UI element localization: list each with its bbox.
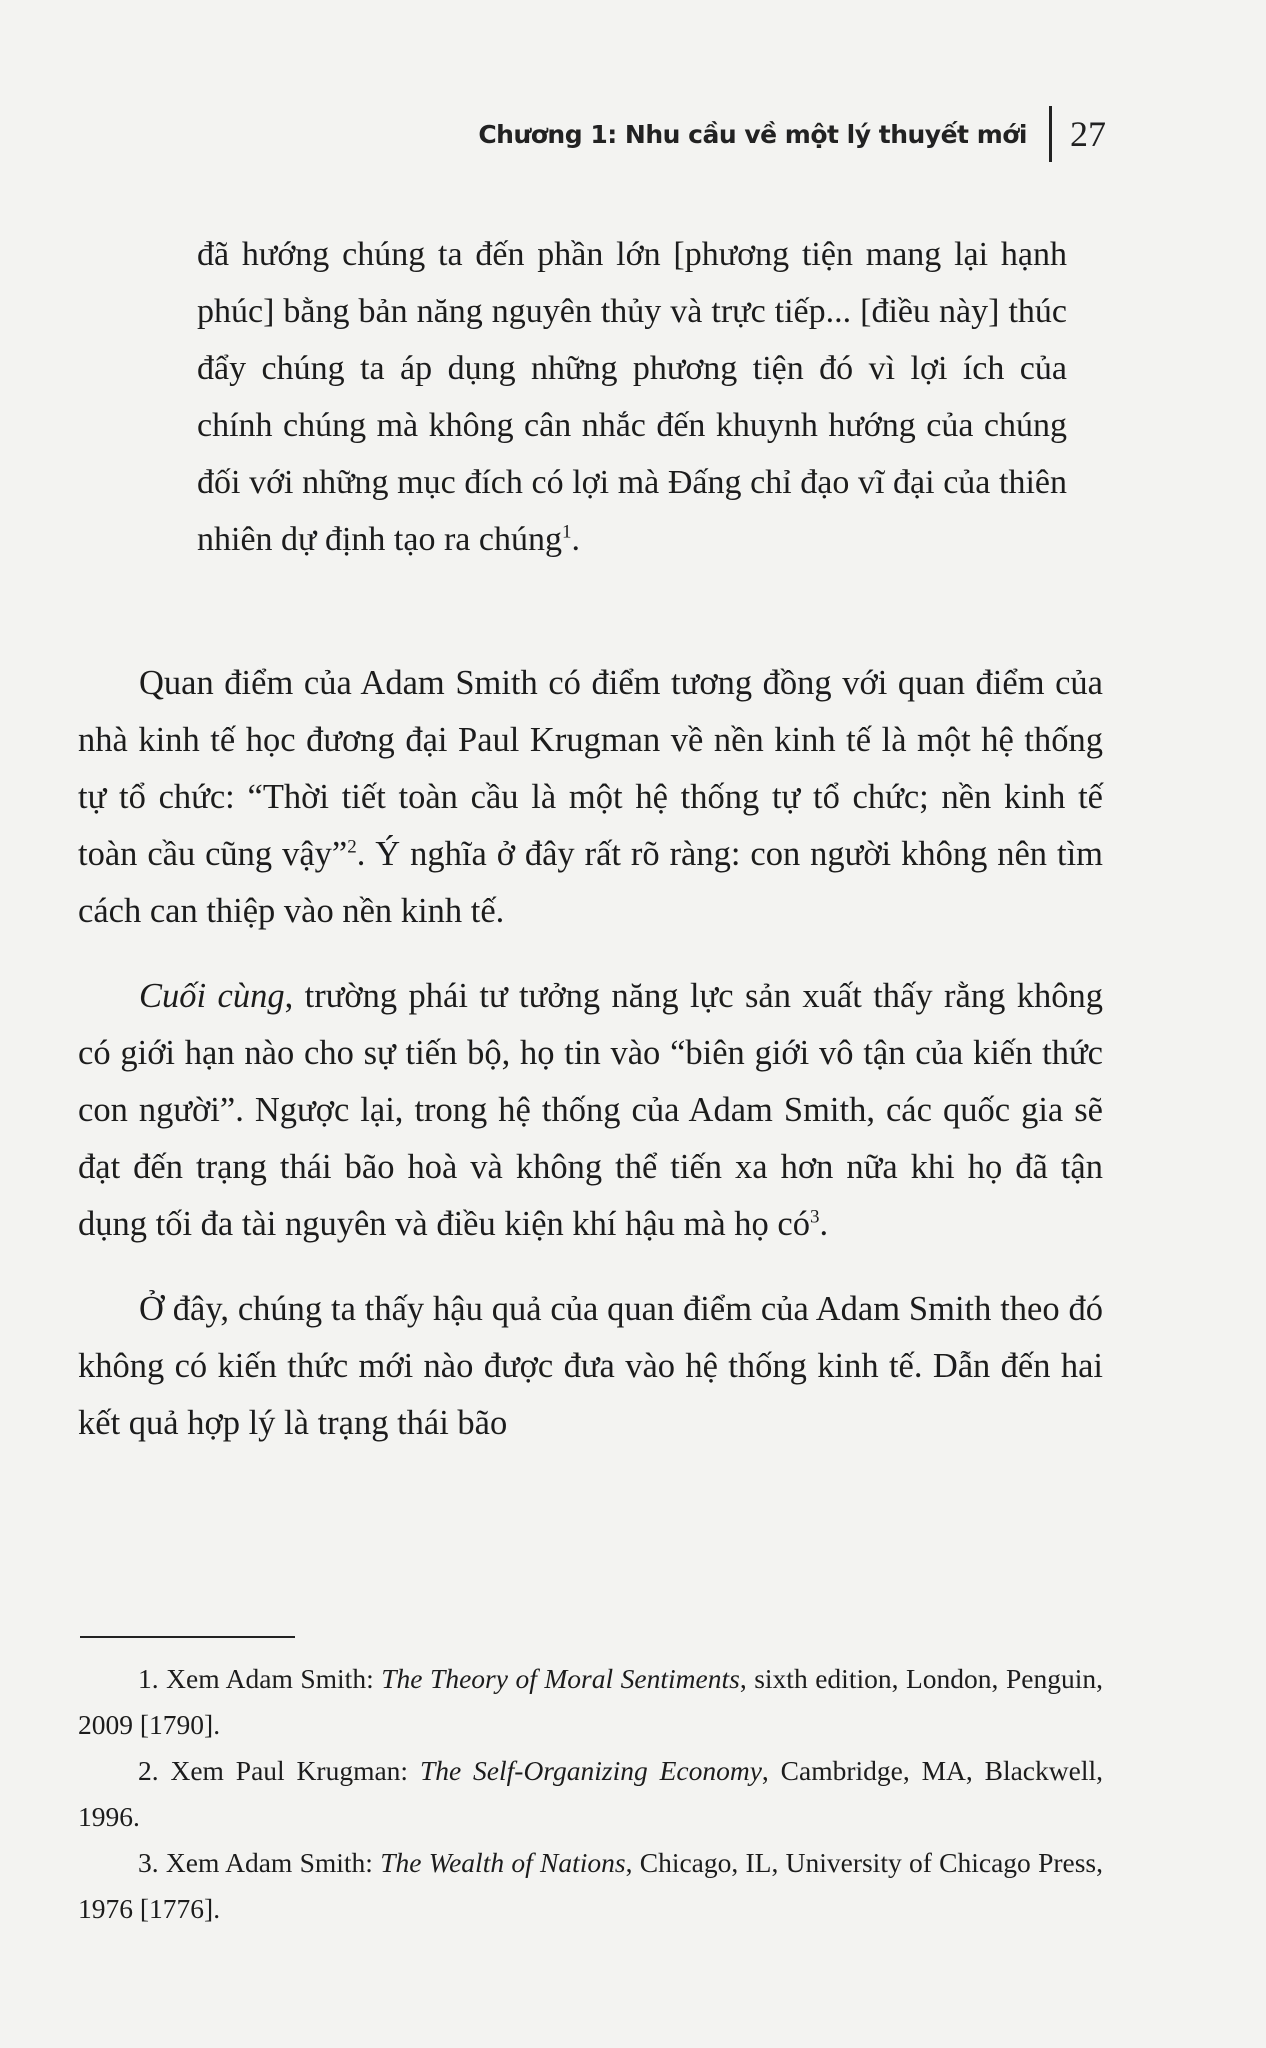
paragraph-1-continuation: . Ý nghĩa ở đây rất rõ ràng: con người không nên tìm cách can thiệp vào nền kinh tế. bbox=[78, 835, 1103, 930]
footnotes bbox=[78, 1656, 1103, 1932]
running-header bbox=[478, 104, 1106, 164]
footnote-2-prefix: 2. Xem Paul Krugman: bbox=[138, 1755, 420, 1786]
quote-end: . bbox=[571, 521, 580, 558]
footnote-1-title: The Theory of Moral Sentiments bbox=[381, 1663, 740, 1694]
footnote-ref-2[interactable]: 2 bbox=[347, 836, 357, 858]
footnote-3-prefix: 3. Xem Adam Smith: bbox=[138, 1847, 381, 1878]
paragraph-2-italic-lead: Cuối cùng bbox=[139, 977, 285, 1015]
paragraph-3: Ở đây, chúng ta thấy hậu quả của quan điểm của Adam Smith theo đó không có kiến thức mới nào được đưa vào hệ thống kinh tế. Dẫn đến hai kết quả hợp lý là trạng thái bão bbox=[78, 1290, 1103, 1442]
footnote-ref-1[interactable]: 1 bbox=[561, 521, 572, 543]
paragraph-1-text: Quan điểm của Adam Smith có điểm tương đồng với quan điểm của nhà kinh tế học đương đại Paul Krugman về nền kinh tế là một hệ thống tự tổ chức: “Thời tiết toàn cầu là một hệ thống tự tổ chức; nền kinh tế toàn cầu cũng vậy” bbox=[78, 664, 1103, 873]
paragraph-2 bbox=[78, 968, 1103, 1253]
footnote-1-suffix: , sixth edition, London, Penguin, 2009 [1790]. bbox=[78, 1663, 1103, 1740]
chapter-title: Chương 1: Nhu cầu về một lý thuyết mới bbox=[478, 119, 1027, 149]
footnote-3-title: The Wealth of Nations bbox=[380, 1847, 626, 1878]
footnote-ref-3[interactable]: 3 bbox=[810, 1206, 820, 1228]
quote-text: đã hướng chúng ta đến phần lớn [phương tiện mang lại hạnh phúc] bằng bản năng nguyên thủy và trực tiếp... [điều này] thúc đẩy chúng ta áp dụng những phương tiện đó vì lợi ích của chính chúng mà không cân nhắc đến khuynh hướng của chúng đối với những mục đích có lợi mà Đấng chỉ đạo vĩ đại của thiên nhiên dự định tạo ra chúng bbox=[197, 236, 1067, 558]
footnote-2 bbox=[78, 1748, 1103, 1840]
footnote-3 bbox=[78, 1840, 1103, 1932]
footnote-3-suffix: , Chicago, IL, University of Chicago Press, 1976 [1776]. bbox=[78, 1847, 1104, 1924]
block-quote bbox=[197, 226, 1067, 568]
footnote-separator bbox=[80, 1636, 295, 1638]
page-number: 27 bbox=[1070, 114, 1106, 154]
footnote-1-prefix: 1. Xem Adam Smith: bbox=[138, 1663, 382, 1694]
header-divider bbox=[1049, 106, 1052, 162]
footnote-2-suffix: , Cambridge, MA, Blackwell, 1996. bbox=[78, 1755, 1103, 1832]
footnote-2-title: The Self-Organizing Economy bbox=[419, 1755, 762, 1786]
footnote-1 bbox=[78, 1656, 1103, 1748]
paragraph-2-end: . bbox=[819, 1205, 829, 1243]
paragraph-1 bbox=[78, 655, 1103, 940]
body-text bbox=[78, 655, 1103, 1452]
paragraph-2-text: , trường phái tư tưởng năng lực sản xuất thấy rằng không có giới hạn nào cho sự tiến bộ, họ tin vào “biên giới vô tận của kiến thức con người”. Ngược lại, trong hệ thống của Adam Smith, các quốc gia sẽ đạt đến trạng thái bão hoà và không thể tiến xa hơn nữa khi họ đã tận dụng tối đa tài nguyên và điều kiện khí hậu mà họ có bbox=[78, 977, 1103, 1243]
